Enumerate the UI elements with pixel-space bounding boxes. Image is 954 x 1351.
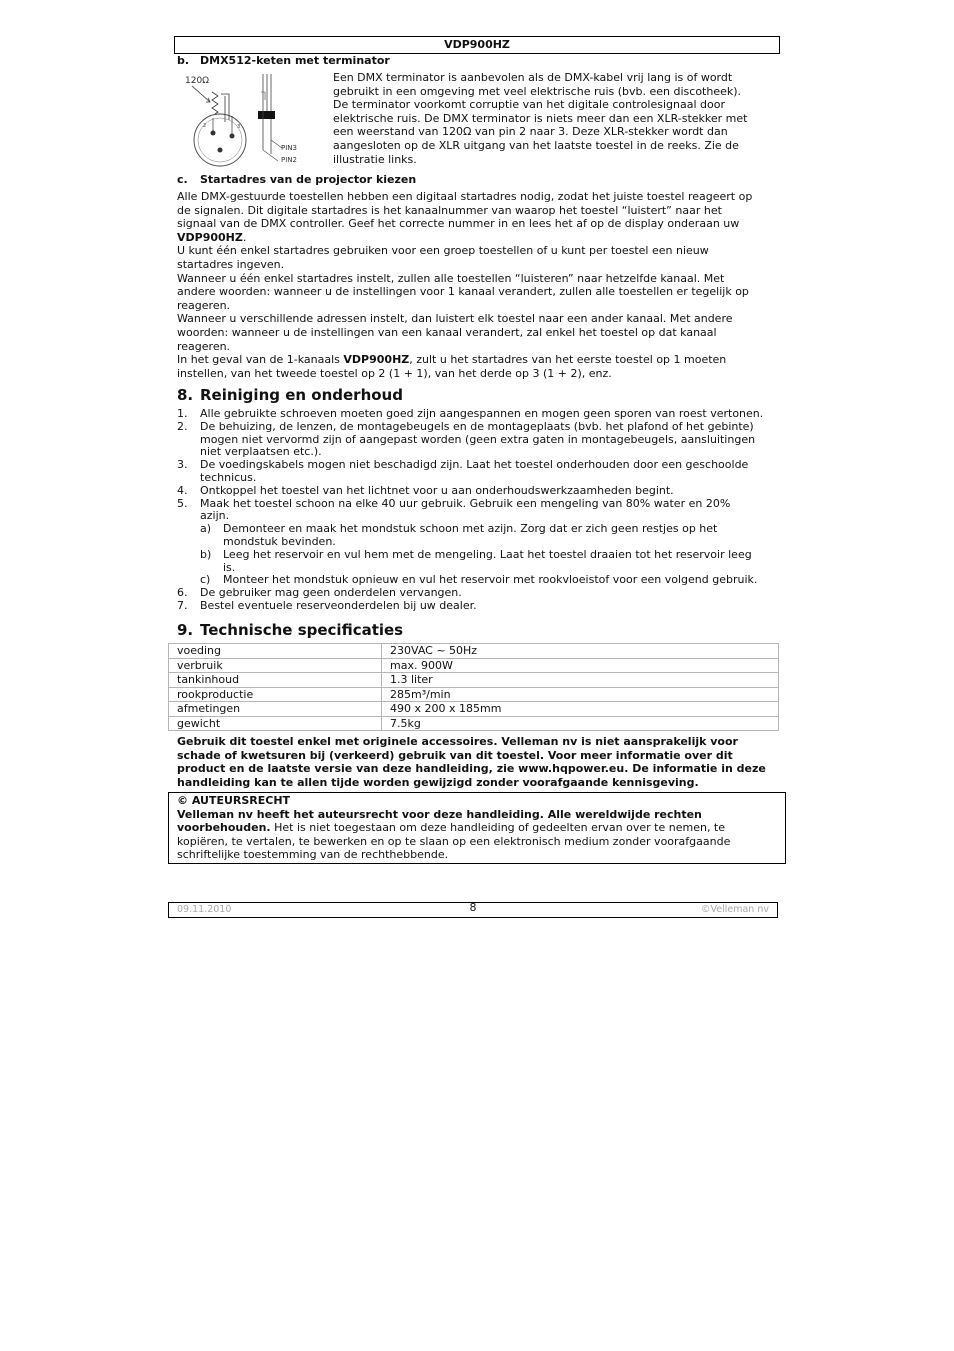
page-footer	[168, 902, 778, 918]
product-name: VDP900HZ	[343, 353, 410, 367]
table-row: afmetingen 490 x 200 x 185mm	[169, 702, 779, 717]
header-title: VDP900HZ	[444, 38, 510, 51]
section-9-heading: 9. Technische specificaties	[177, 621, 404, 639]
footer-date: 09.11.2010	[177, 904, 232, 915]
svg-text:3: 3	[237, 124, 241, 130]
terminator-paragraph: Een DMX terminator is aanbevolen als de DMX-kabel vrij lang is of wordt gebruikt in een omgeving met veel elektrische ruis (bvb. een discotheek). De terminator voorkomt corruptie van het digitale controlesignaal door elektrische ruis. De DMX terminator is niets meer dan een XLR-stekker met een weerstand van 120Ω van pin 2 naar 3. Deze XLR-stekker wordt dan aangesloten op de XLR uitgang van het laatste toestel in de reeks. Zie de illustratie links.	[333, 71, 748, 166]
table-row: tankinhoud 1.3 liter	[169, 673, 779, 688]
table-row: verbruik max. 900W	[169, 658, 779, 673]
sub-list-item: b) Leeg het reservoir en vul hem met de mengeling. Laat het toestel draaien tot het reservoir leeg is.	[200, 547, 752, 574]
section-c-heading: c. Startadres van de projector kiezen	[177, 173, 417, 186]
maintenance-list	[177, 408, 781, 613]
resistor-label: 120Ω	[185, 76, 210, 86]
list-item: 2. De behuizing, de lenzen, de montagebeugels en de montageplaats (bvb. het plafond of het gebinte) mogen niet vervormd zijn of aangepast worden (geen extra gaten in montagebeugels, aansluitingen niet verplaatsen etc.).	[177, 419, 756, 459]
page-header	[174, 36, 780, 54]
section-c-body: Alle DMX-gestuurde toestellen hebben een digitaal startadres nodig, zodat het juiste toestel reageert op de signalen. Dit digitale startadres is het kanaalnummer van waarop het toestel “luistert” naar het signaal van de DMX controller. Geef het correcte nummer in en lees het af op de display onderaan uw VDP900HZ. U kunt één enkel startadres gebruiken voor een groep toestellen of u kunt per toestel een nieuw startadres ingeven. Wanneer u één enkel startadres instelt, zullen alle toestellen “luisteren” naar hetzelfde kanaal. Met andere woorden: wanneer u de instellingen voor 1 kanaal verandert, zullen alle toestellen er tegelijk op reageren. Wanneer u verschillende adressen instelt, dan luistert elk toestel naar een ander kanaal. Met andere woorden: wanneer u de instellingen van een kanaal verandert, zal enkel het toestel op dat kanaal reageren. In het geval van de 1-kanaals VDP900HZ, zult u het startadres van het eerste toestel op 1 moeten instellen, van het tweede toestel op 2 (1 + 1), van het derde op 3 (1 + 2), enz.	[177, 190, 753, 380]
copyright-box: © AUTEURSRECHT Velleman nv heeft het auteursrecht voor deze handleiding. Alle wereldwijde rechten voorbehouden. Het is niet toegestaan om deze handleiding of gedeelten ervan over te nemen, te kopiëren, te vertalen, te bewerken en op te slaan op een elektronisch medium zonder voorafgaande schriftelijke toestemming van de rechthebbende.	[168, 792, 786, 864]
list-item: 4. Ontkoppel het toestel van het lichtnet voor u aan onderhoudswerkzaamheden begint.	[177, 483, 674, 497]
list-item: 3. De voedingskabels mogen niet beschadigd zijn. Laat het toestel onderhouden door een geschoolde technicus.	[177, 458, 749, 484]
specs-table	[168, 643, 779, 731]
pin3-label: PIN3	[281, 144, 297, 152]
copyright-title: © AUTEURSRECHT	[177, 794, 291, 807]
sub-list-item: c) Monteer het mondstuk opnieuw en vul het reservoir met rookvloeistof voor een volgend gebruik.	[200, 573, 758, 587]
xlr-terminator-diagram	[180, 70, 320, 168]
list-item: 7. Bestel eventuele reserveonderdelen bij uw dealer.	[177, 598, 477, 612]
pin2-label: PIN2	[281, 156, 297, 164]
footer-brand: ©Velleman nv	[701, 904, 769, 915]
product-name: VDP900HZ	[177, 230, 243, 244]
list-item: 5. Maak het toestel schoon na elke 40 uur gebruik. Gebruik een mengeling van 80% water en 20% azijn. a) Demonteer en maak het mondstuk schoon met azijn. Zorg dat er zich geen restjes op het mondstuk bevinden. b) Leeg het reservoir en vul hem met de mengeling. Laat het toestel draaien tot het reservoir leeg is. c) Monteer het mondstuk opnieuw en vul het reservoir met rookvloeistof voor een volgend gebruik.	[177, 498, 781, 588]
sub-list-item: a) Demonteer en maak het mondstuk schoon met azijn. Zorg dat er zich geen restjes op het mondstuk bevinden.	[200, 522, 718, 548]
section-8-heading: 8. Reiniging en onderhoud	[177, 386, 403, 404]
table-row: gewicht 7.5kg	[169, 716, 779, 731]
list-item: 6. De gebruiker mag geen onderdelen vervangen.	[177, 586, 462, 600]
table-row: rookproductie 285m³/min	[169, 687, 779, 702]
list-item: 1. Alle gebruikte schroeven moeten goed zijn aangespannen en mogen geen sporen van roest vertonen.	[177, 407, 764, 420]
svg-text:2: 2	[203, 123, 207, 129]
table-row: voeding 230VAC ~ 50Hz	[169, 644, 779, 659]
warning-notice: Gebruik dit toestel enkel met originele accessoires. Velleman nv is niet aansprakelijk voor schade of kwetsuren bij (verkeerd) gebruik van dit toestel. Voor meer informatie over dit product en de laatste versie van deze handleiding, zie www.hqpower.eu. De informatie in deze handleiding kan te allen tijde worden gewijzigd zonder voorafgaande kennisgeving.	[177, 735, 766, 789]
page-number: 8	[469, 901, 477, 914]
section-b-heading: b. DMX512-keten met terminator	[177, 54, 390, 67]
